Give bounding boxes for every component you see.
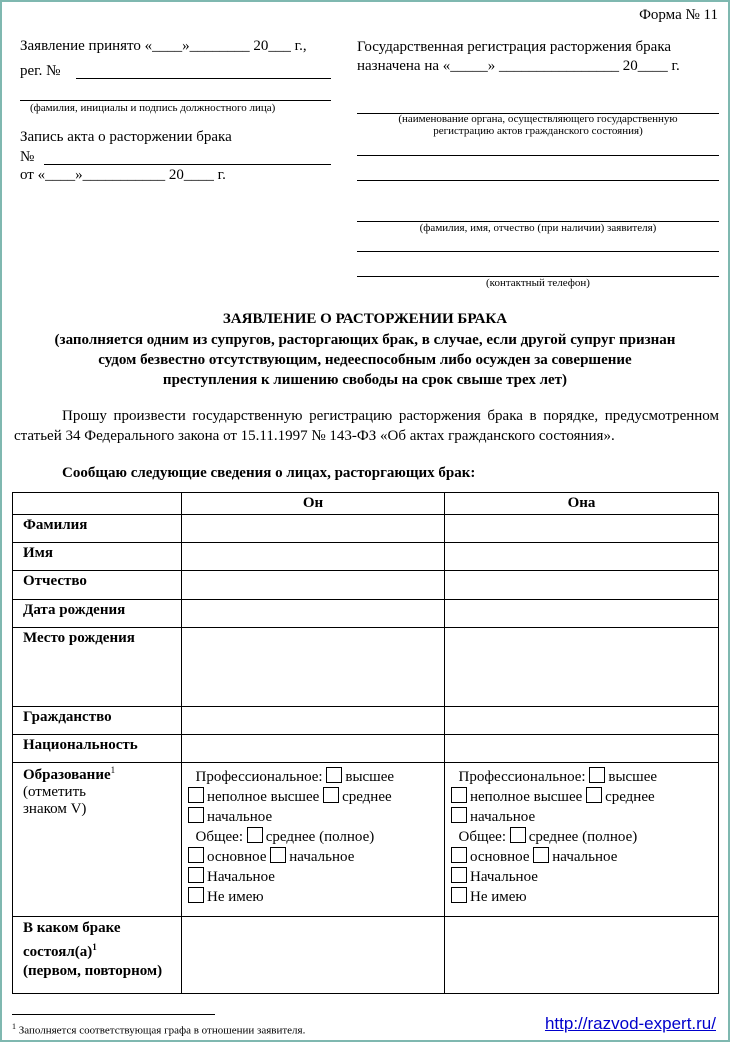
row-label-name: Имя [13, 543, 182, 571]
she-surname-cell[interactable] [445, 515, 719, 543]
org-caption: (наименование органа, осуществляющего государственную регистрацию актов гражданского состояния) [398, 113, 678, 137]
org-field-2[interactable] [357, 155, 719, 156]
spouses-table [12, 492, 719, 994]
checkbox-basic[interactable] [451, 847, 467, 863]
checkbox-incomplete-higher[interactable] [451, 787, 467, 803]
header-he: Он [182, 493, 445, 515]
she-birthplace-cell[interactable] [445, 628, 719, 707]
checkbox-incomplete-higher[interactable] [188, 787, 204, 803]
he-citizenship-cell[interactable] [182, 707, 445, 735]
checkbox-none[interactable] [188, 887, 204, 903]
registration-line-2: назначена на «_____» ________________ 20____ г. [357, 58, 680, 74]
she-marriage-cell[interactable] [445, 917, 719, 994]
he-marriage-cell[interactable] [182, 917, 445, 994]
checkbox-full-secondary[interactable] [247, 827, 263, 843]
row-label-citizenship: Гражданство [13, 707, 182, 735]
record-num-label: № [20, 149, 35, 165]
she-name-cell[interactable] [445, 543, 719, 571]
checkbox-secondary[interactable] [586, 787, 602, 803]
record-label: Запись акта о расторжении брака [20, 129, 232, 145]
info-heading: Сообщаю следующие сведения о лицах, расторгающих брак: [62, 465, 476, 481]
checkbox-initial-prof[interactable] [188, 807, 204, 823]
he-birthdate-cell[interactable] [182, 600, 445, 628]
registration-line-1: Государственная регистрация расторжения брака [357, 39, 672, 55]
she-education-cell: Профессиональное: высшее неполное высшее среднее начальное Общее: среднее (полное) основное начальное Начальное Не имею [445, 763, 719, 917]
row-label-birthplace: Место рождения [13, 628, 182, 707]
applicant-name-field-2[interactable] [357, 251, 719, 252]
she-birthdate-cell[interactable] [445, 600, 719, 628]
record-date: от «____»___________ 20____ г. [20, 167, 226, 183]
he-patronymic-cell[interactable] [182, 571, 445, 600]
row-label-marriage: В каком браке $состоял(а)^1$ (первом, повторном) [13, 917, 182, 994]
row-label-surname: Фамилия [13, 515, 182, 543]
checkbox-secondary[interactable] [323, 787, 339, 803]
org-field-3[interactable] [357, 180, 719, 181]
document-subtitle: (заполняется одним из супругов, расторгающих брак, в случае, если другой супруг признан судом безвестно отсутствующим, недееспособным либо осужден за совершение преступления к лишению свободы на срок свыше трех лет) [54, 332, 676, 388]
reg-label: рег. № [20, 63, 61, 79]
checkbox-higher[interactable] [589, 767, 605, 783]
record-num-field[interactable] [44, 164, 331, 165]
phone-caption: (контактный телефон) [486, 277, 590, 289]
accepted-line: Заявление принято «____»________ 20___ г., [20, 38, 307, 54]
checkbox-initial-prof[interactable] [451, 807, 467, 823]
he-education-cell: Профессиональное: высшее неполное высшее среднее начальное Общее: среднее (полное) основное начальное Начальное Не имею [182, 763, 445, 917]
he-surname-cell[interactable] [182, 515, 445, 543]
she-nationality-cell[interactable] [445, 735, 719, 763]
official-caption: (фамилия, инициалы и подпись должностного лица) [30, 102, 276, 114]
website-link[interactable]: http://razvod-expert.ru/ [544, 1014, 716, 1033]
footnote-divider [12, 1014, 215, 1015]
row-label-nationality: Национальность [13, 735, 182, 763]
row-label-education: Образование$^1$ (отметить знаком V) [13, 763, 182, 917]
row-label-patronymic: Отчество [13, 571, 182, 600]
checkbox-higher[interactable] [326, 767, 342, 783]
she-citizenship-cell[interactable] [445, 707, 719, 735]
checkbox-none[interactable] [451, 887, 467, 903]
checkbox-basic[interactable] [188, 847, 204, 863]
applicant-caption: (фамилия, имя, отчество (при наличии) заявителя) [419, 222, 657, 234]
official-field[interactable] [20, 100, 331, 101]
checkbox-initial-general[interactable] [533, 847, 549, 863]
she-patronymic-cell[interactable] [445, 571, 719, 600]
row-label-birthdate: Дата рождения [13, 600, 182, 628]
document-title: ЗАЯВЛЕНИЕ О РАСТОРЖЕНИИ БРАКА [222, 311, 508, 327]
he-birthplace-cell[interactable] [182, 628, 445, 707]
footnote: $^1$ Заполняется соответствующая графа в отношении заявителя. [12, 1022, 306, 1037]
checkbox-full-secondary[interactable] [510, 827, 526, 843]
reg-field[interactable] [76, 78, 331, 79]
checkbox-primary[interactable] [188, 867, 204, 883]
checkbox-initial-general[interactable] [270, 847, 286, 863]
header-she: Она [445, 493, 719, 515]
checkbox-primary[interactable] [451, 867, 467, 883]
he-nationality-cell[interactable] [182, 735, 445, 763]
he-name-cell[interactable] [182, 543, 445, 571]
request-text: Прошу произвести государственную регистрацию расторжения брака в порядке, предусмотренном статьей 34 Федерального закона от 15.11.1997 № 143-ФЗ «Об актах гражданского состояния». [14, 408, 719, 444]
form-number: Форма № 11 [639, 7, 718, 23]
